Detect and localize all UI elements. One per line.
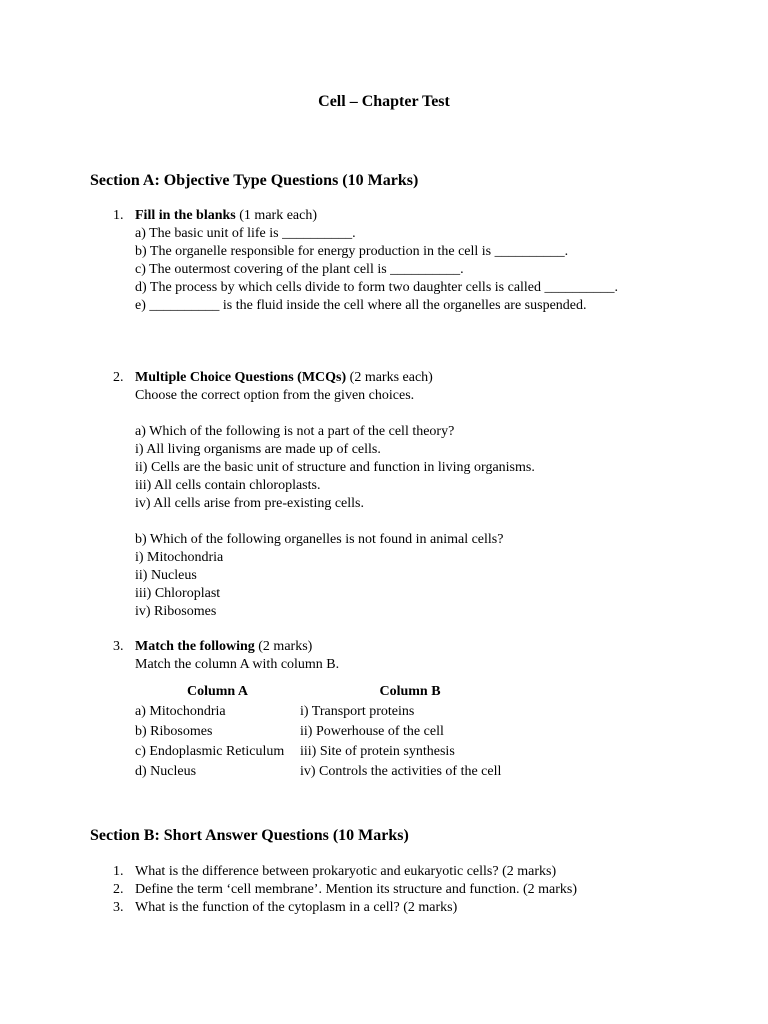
mcq-option: i) Mitochondria xyxy=(135,550,224,565)
column-b-cell: ii) Powerhouse of the cell xyxy=(300,724,444,739)
section-a-heading: Section A: Objective Type Questions (10 Marks) xyxy=(90,172,419,189)
item-number: 2. xyxy=(113,882,124,897)
match-table xyxy=(135,682,520,782)
question-marks: (1 mark each) xyxy=(235,208,317,223)
item-text: Define the term ‘cell membrane’. Mention its structure and function. (2 marks) xyxy=(135,882,578,897)
question-body xyxy=(135,207,755,315)
question-label: Match the following xyxy=(135,639,255,654)
question-instruction: Choose the correct option from the given choices. xyxy=(135,388,415,403)
column-b-cell: iii) Site of protein synthesis xyxy=(300,744,455,759)
match-row xyxy=(135,722,520,742)
question-marks: (2 marks each) xyxy=(346,370,433,385)
item-text: What is the difference between prokaryotic and eukaryotic cells? (2 marks) xyxy=(135,864,557,879)
mcq-option: iii) All cells contain chloroplasts. xyxy=(135,478,321,493)
question-marks: (2 marks) xyxy=(254,639,313,654)
blank-item: c) The outermost covering of the plant cell is __________. xyxy=(135,262,464,277)
mcq-option: i) All living organisms are made up of cells. xyxy=(135,442,381,457)
question-number: 3. xyxy=(113,639,124,654)
blank-item: a) The basic unit of life is __________. xyxy=(135,226,356,241)
match-row xyxy=(135,762,520,782)
question-number: 2. xyxy=(113,370,124,385)
column-b-cell: i) Transport proteins xyxy=(300,704,415,719)
mcq-option: iii) Chloroplast xyxy=(135,586,221,601)
list-item xyxy=(0,863,768,881)
question-title xyxy=(135,207,755,225)
mcq-option: ii) Nucleus xyxy=(135,568,197,583)
list-item xyxy=(0,899,768,917)
question-instruction: Match the column A with column B. xyxy=(135,657,340,672)
question-body xyxy=(135,369,755,621)
question-body xyxy=(135,638,755,782)
mcq-option: ii) Cells are the basic unit of structure and function in living organisms. xyxy=(135,460,535,475)
match-row xyxy=(135,742,520,762)
question-label: Fill in the blanks xyxy=(135,208,236,223)
item-number: 1. xyxy=(113,864,124,879)
page-title: Cell – Chapter Test xyxy=(318,93,450,110)
column-a-cell: a) Mitochondria xyxy=(135,704,226,719)
question-title xyxy=(135,638,755,656)
question-number: 1. xyxy=(113,208,124,223)
column-a-cell: c) Endoplasmic Reticulum xyxy=(135,744,285,759)
column-b-header: Column B xyxy=(379,684,441,699)
column-a-cell: b) Ribosomes xyxy=(135,724,213,739)
section-b-heading: Section B: Short Answer Questions (10 Marks) xyxy=(90,827,409,844)
mcq-option: iv) Ribosomes xyxy=(135,604,217,619)
list-item xyxy=(0,881,768,899)
question-label: Multiple Choice Questions (MCQs) xyxy=(135,370,347,385)
match-row xyxy=(135,702,520,722)
blank-item: b) The organelle responsible for energy production in the cell is __________. xyxy=(135,244,569,259)
section-b-list xyxy=(0,863,768,917)
item-number: 3. xyxy=(113,900,124,915)
blank-item: d) The process by which cells divide to form two daughter cells is called __________. xyxy=(135,280,619,295)
question-title xyxy=(135,369,755,387)
match-header-row xyxy=(135,682,520,702)
blank-item: e) __________ is the fluid inside the cell where all the organelles are suspended. xyxy=(135,298,587,313)
mcq-question: a) Which of the following is not a part of the cell theory? xyxy=(135,424,455,439)
column-b-cell: iv) Controls the activities of the cell xyxy=(300,764,502,779)
column-a-cell: d) Nucleus xyxy=(135,764,197,779)
item-text: What is the function of the cytoplasm in a cell? (2 marks) xyxy=(135,900,458,915)
column-a-header: Column A xyxy=(186,684,249,699)
mcq-question: b) Which of the following organelles is not found in animal cells? xyxy=(135,532,504,547)
mcq-option: iv) All cells arise from pre-existing cells. xyxy=(135,496,364,511)
